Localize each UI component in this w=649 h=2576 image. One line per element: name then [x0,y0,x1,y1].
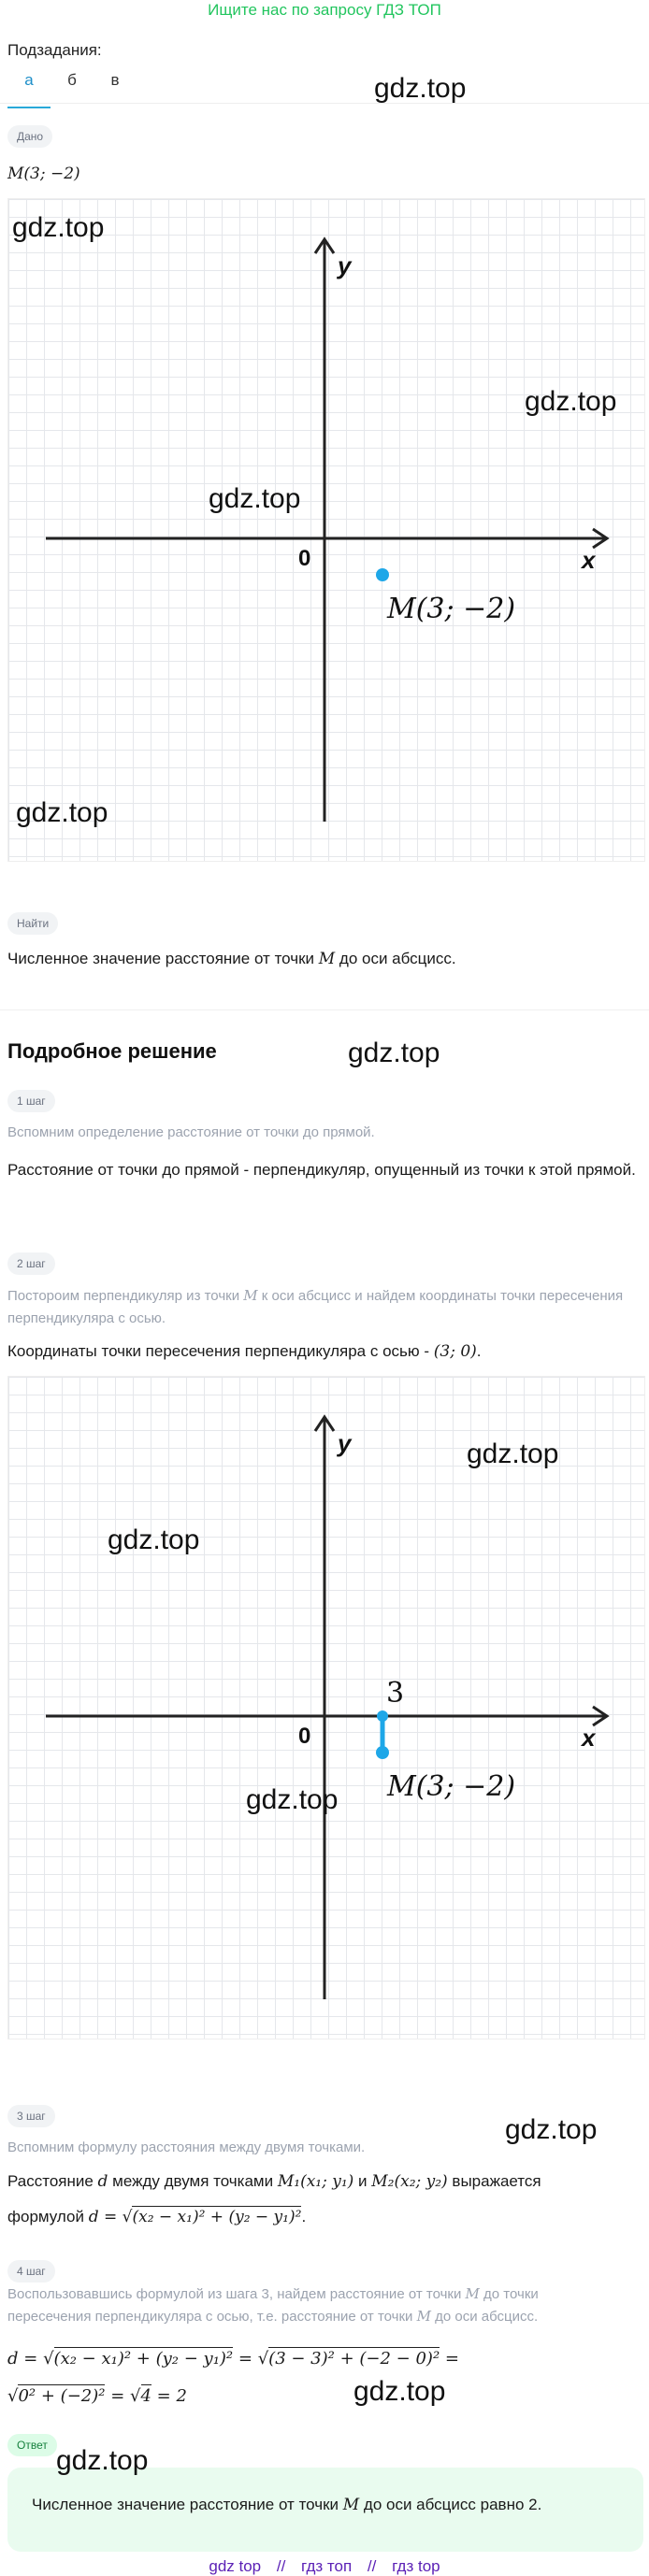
watermark: gdz.top [348,1038,440,1068]
watermark: gdz.top [246,1784,339,1815]
footer-link-3[interactable]: гдз top [392,2557,440,2575]
top-banner[interactable]: Ищите нас по запросу ГДЗ ТОП [208,1,441,19]
step4-chip: 4 шаг [7,2260,55,2283]
step2-muted-var: M [243,1287,258,1304]
step4-line1-rad2: (3 − 3)² + (−2 − 0)² [268,2349,440,2368]
foot-label: 3 [386,1677,405,1710]
sqrt-sign: √ [43,2349,54,2368]
step3-d: d [97,2172,108,2191]
step2-chip: 2 шаг [7,1252,55,1275]
step4-muted-line2 [7,2305,642,2328]
step4-line1-rad1: (x₂ − x₁)² + (y₂ − y₁)² [53,2349,234,2368]
x-axis-label: x [582,1724,596,1752]
step2-muted-after: к оси абсцисс и найдем координаты точки пересечения перпендикуляра с осью. [7,1288,624,1326]
watermark: gdz.top [16,797,108,828]
step4-line2-end: = 2 [151,2386,187,2406]
answer-chip: Ответ [7,2434,57,2456]
find-text-after: до оси абсцисс. [335,950,456,967]
watermark: gdz.top [467,1438,559,1469]
step1-text: Расстояние от точки до прямой - перпендикуляр, опущенный из точки к этой прямой. [7,1161,636,1179]
origin-label: 0 [298,546,311,571]
footer-link-2[interactable]: гдз топ [301,2557,353,2575]
solution-title: Подробное решение [7,1039,217,1063]
graph-2-svg [8,1377,644,2039]
watermark: gdz.top [56,2445,149,2476]
x-axis-label: x [582,546,596,574]
step4-line2-rad1: 0² + (−2)² [18,2386,106,2406]
watermark: gdz.top [209,483,301,514]
step4-line1-lhs: d = [7,2349,44,2368]
graph-1-svg [8,199,644,861]
tabs-divider [0,103,649,104]
step3-t4: выражается [447,2172,541,2190]
step3-formula-radicand: (x₂ − x₁)² + (y₂ − y₁)² [132,2208,302,2226]
step3-muted: Вспомним формулу расстояния между двумя точками. [7,2140,366,2155]
sqrt-sign: √ [7,2386,19,2406]
tab-a[interactable]: а [7,71,50,108]
point-m-label: M(3; −2) [387,1770,516,1803]
step1-chip: 1 шаг [7,1090,55,1112]
answer-box [7,2468,643,2552]
y-axis-label: y [338,251,352,279]
footer-links [0,2557,649,2576]
step2-text-value: (3; 0) [433,1342,477,1361]
step2-text-before: Координаты точки пересечения перпендикуляра с осью - [7,1342,434,1360]
find-chip: Найти [7,912,58,935]
foot-point [377,1710,388,1722]
step3-formula-end: . [301,2208,307,2225]
coordinate-graph-2 [7,1376,645,2039]
point-m-label: M(3; −2) [387,593,516,625]
sqrt-sign: √ [122,2208,133,2226]
step4-muted-l2-after: до оси абсцисс. [430,2309,539,2325]
find-text [7,942,642,976]
watermark: gdz.top [505,2114,598,2145]
step3-line1 [7,2165,642,2198]
step3-t5: формулой [7,2208,89,2225]
tab-v[interactable]: в [110,71,120,89]
step3-m1: M₁(x₁; y₁) [277,2172,354,2191]
step4-muted-l1-after: до точки [479,2286,539,2302]
answer-var: M [342,2496,360,2514]
step3-t2: между двумя точками [108,2172,278,2190]
watermark: gdz.top [108,1524,200,1555]
step3-t1: Расстояние [7,2172,98,2190]
given-chip: Дано [7,125,52,148]
step4-muted-l1-var: M [465,2285,480,2302]
step4-line1-eq: = [233,2349,258,2368]
y-axis-label: y [338,1429,352,1457]
step4-line2-rad2: 4 [140,2386,151,2406]
point-m [376,568,389,581]
answer-text-after: до оси абсцисс равно 2. [359,2496,542,2513]
step4-line1-end: = [440,2349,459,2368]
step4-muted-l1-before: Воспользовавшись формулой из шага 3, найдем расстояние от точки [7,2286,466,2302]
step4-muted-line1 [7,2283,642,2306]
answer-text [32,2496,541,2514]
find-var: M [318,950,336,968]
find-text-before: Численное значение расстояние от точки [7,950,319,967]
origin-label: 0 [298,1724,311,1749]
step4-muted-l2-before: пересечения перпендикуляра с осью, т.е. расстояние от точки [7,2309,417,2325]
step4-formula-line2 [7,2380,642,2413]
watermark: gdz.top [374,73,467,104]
watermark: gdz.top [525,386,617,417]
footer-link-1[interactable]: gdz top [209,2557,262,2575]
coordinate-graph-1 [7,198,645,862]
step4-formula-line1 [7,2342,642,2376]
watermark: gdz.top [353,2376,446,2407]
step2-muted-before: Постороим перпендикуляр из точки [7,1288,244,1304]
footer-separator: // [367,2557,377,2575]
step4-muted-l2-var: M [416,2308,431,2325]
section-divider [0,1009,649,1010]
step3-chip: 3 шаг [7,2105,55,2127]
sqrt-sign: √ [130,2386,141,2406]
step3-m2: M₂(x₂; y₂) [371,2172,448,2191]
footer-separator: // [276,2557,286,2575]
sqrt-sign: √ [257,2349,269,2368]
tab-b[interactable]: б [67,71,77,89]
step3-t3: и [353,2172,372,2190]
subtasks-label: Подзадания: [7,41,102,59]
step1-muted: Вспомним определение расстояние от точки до прямой. [7,1124,375,1140]
point-m [376,1746,389,1759]
step2-text [7,1335,642,1368]
step3-line2 [7,2200,642,2234]
step4-line2-mid: = [105,2386,131,2406]
watermark: gdz.top [12,212,105,243]
step2-muted [7,1284,642,1330]
answer-text-before: Численное значение расстояние от точки [32,2496,343,2513]
step2-text-after: . [476,1342,482,1360]
step3-formula-lhs: d = [88,2208,123,2226]
given-value: M(3; −2) [7,165,80,183]
